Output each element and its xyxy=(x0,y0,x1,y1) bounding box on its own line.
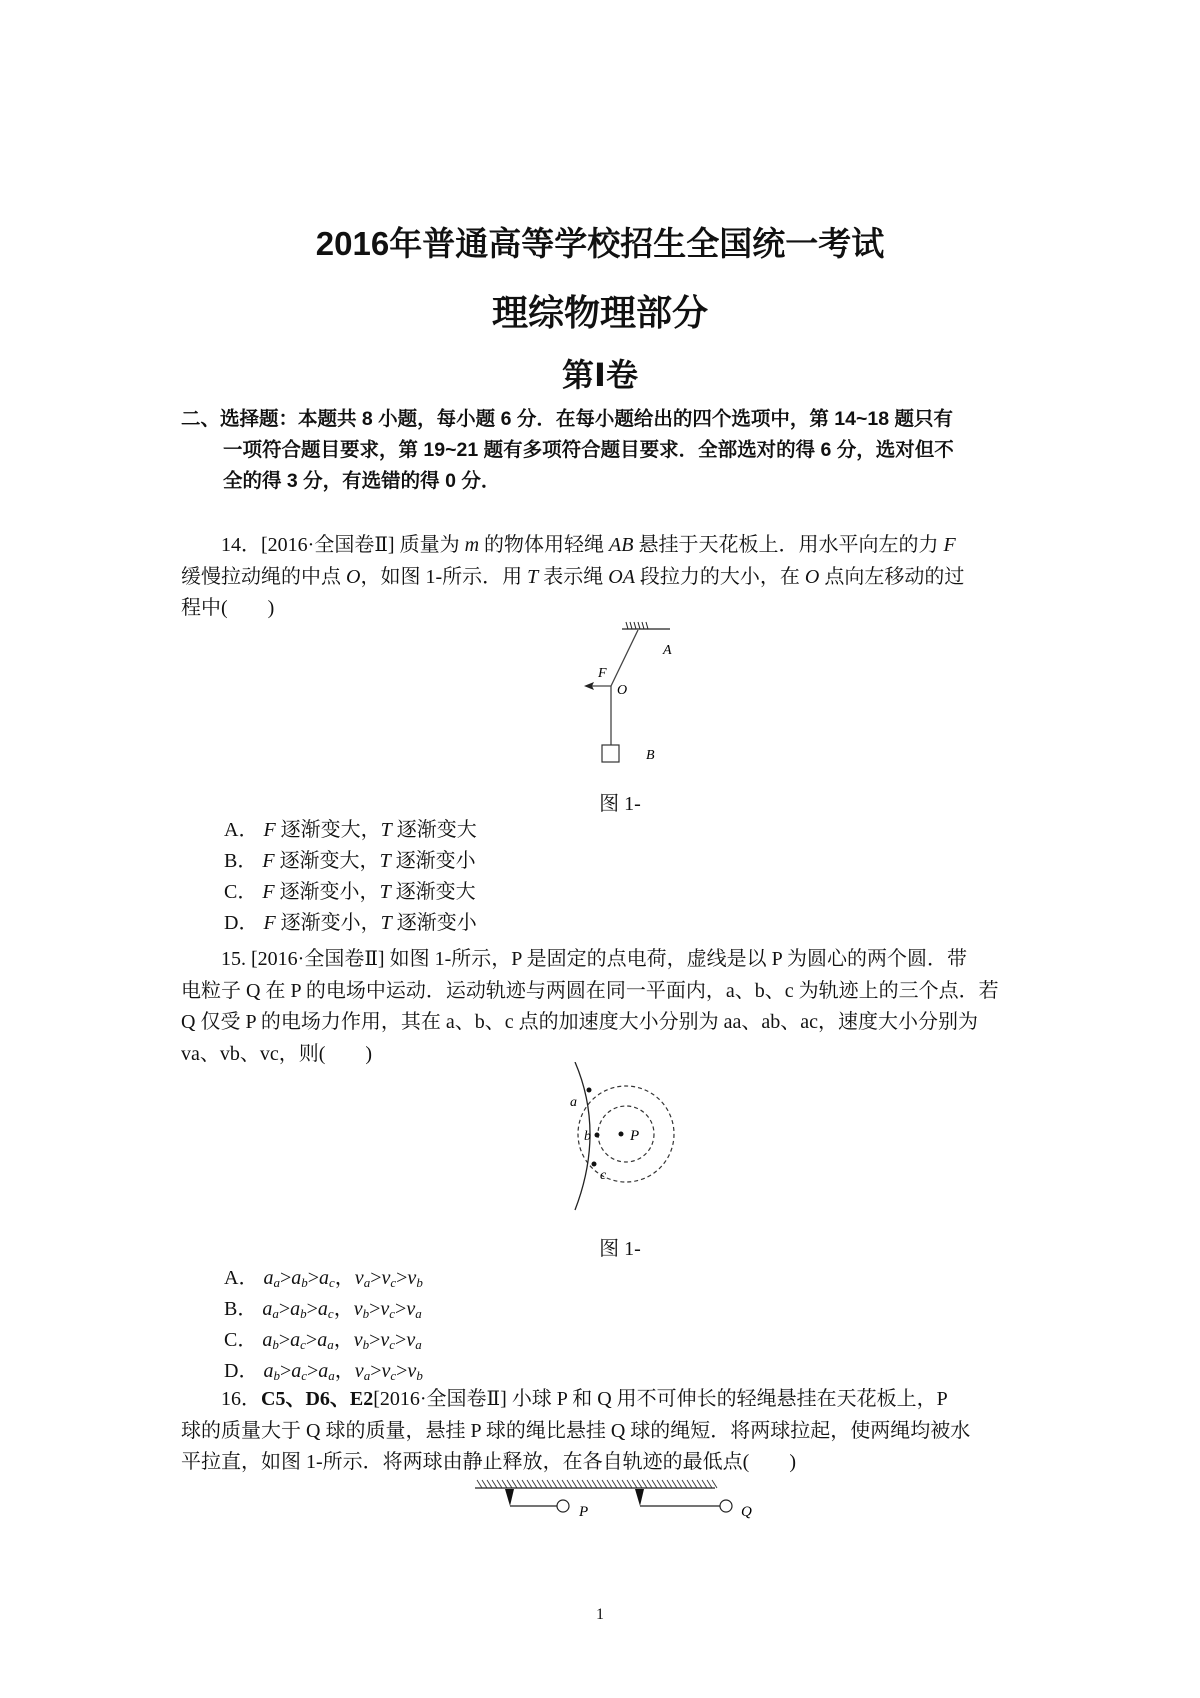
hatch-mark xyxy=(532,1480,537,1488)
ceiling-hatch xyxy=(477,1480,717,1488)
var-F: F xyxy=(943,534,956,556)
question-number: 14． xyxy=(221,534,261,556)
figure-electric-field-diagram xyxy=(560,1062,690,1222)
hatch-mark xyxy=(707,1480,712,1488)
hatch-mark xyxy=(647,1480,652,1488)
hatch-mark xyxy=(497,1480,502,1488)
hatch-mark xyxy=(557,1480,562,1488)
hatch-mark xyxy=(602,1480,607,1488)
hatch-mark xyxy=(667,1480,672,1488)
exam-title: 2016年普通高等学校招生全国统一考试 xyxy=(315,225,885,262)
hatch-mark xyxy=(507,1480,512,1488)
figure-pendulum-diagram xyxy=(475,1478,775,1528)
option-b[interactable]: B． $a_a>a_b>a_c$，$v_b>v_c>v_a$ xyxy=(224,1298,422,1321)
stem-text: 球的质量大于 Q 球的质量，悬挂 P 球的绳比悬挂 Q 球的绳短．将两球拉起，使两绳均被水 xyxy=(181,1419,971,1442)
option-b[interactable]: B． F 逐渐变大，T 逐渐变小 xyxy=(224,850,476,872)
point-b xyxy=(595,1133,600,1138)
hatch-mark xyxy=(652,1480,657,1488)
hatch-mark xyxy=(547,1480,552,1488)
hatch-mark xyxy=(542,1480,547,1488)
question-source: [2016·全国卷Ⅱ] xyxy=(251,948,385,970)
point-charge-P xyxy=(619,1132,624,1137)
question-15-options xyxy=(224,1263,423,1387)
label-P: P xyxy=(579,1504,589,1520)
hatch-mark xyxy=(672,1480,677,1488)
var-T: T xyxy=(527,565,539,588)
section-line-1: 二、选择题：本题共 8 小题，每小题 6 分．在每小题给出的四个选项中，第 14~18 题只有 xyxy=(181,408,953,430)
stem-text: 段拉力的大小，在 xyxy=(634,565,805,588)
hatch-mark xyxy=(552,1480,557,1488)
label-Q: Q xyxy=(741,1504,752,1520)
stem-text: 程中( ) xyxy=(181,597,275,619)
hatch-mark xyxy=(687,1480,692,1488)
stem-text: ，如图 1-所示．用 xyxy=(360,565,528,588)
hatch-mark xyxy=(617,1480,622,1488)
hatch-mark xyxy=(522,1480,527,1488)
inner-dashed-circle xyxy=(598,1106,654,1162)
section-line-3: 全的得 3 分，有选错的得 0 分． xyxy=(223,470,501,492)
knowledge-codes: C5、D6、E2 xyxy=(261,1388,374,1410)
question-14-stem xyxy=(181,530,1031,625)
var-AB: AB xyxy=(609,534,634,556)
ceiling-hatch xyxy=(626,622,648,629)
label-F: F xyxy=(598,666,607,681)
stem-text: 平拉直，如图 1-所示．将两球由静止释放，在各自轨迹的最低点( ) xyxy=(181,1451,796,1473)
var-OA: OA xyxy=(608,565,635,588)
stem-text: 表示绳 xyxy=(538,565,609,588)
stem-text: 小球 P 和 Q 用不可伸长的轻绳悬挂在天花板上，P xyxy=(506,1388,948,1410)
figure-caption: 图 1- xyxy=(599,793,641,815)
stem-text: 如图 1-所示，P 是固定的点电荷，虚线是以 P 为圆心的两个圆．带 xyxy=(384,948,967,970)
question-14-options xyxy=(224,815,477,939)
hatch-mark xyxy=(607,1480,612,1488)
hatch-mark xyxy=(492,1480,497,1488)
stem-text: va、vb、vc，则( ) xyxy=(181,1042,373,1065)
stem-text: 缓慢拉动绳的中点 xyxy=(181,565,346,588)
hatch-mark xyxy=(612,1480,617,1488)
pivot-P xyxy=(505,1489,514,1506)
hatch-mark xyxy=(712,1480,717,1488)
section-instructions xyxy=(181,404,1041,497)
label-P: P xyxy=(630,1128,640,1144)
label-c: c xyxy=(600,1168,607,1183)
hatch-mark xyxy=(567,1480,572,1488)
hatch-mark xyxy=(657,1480,662,1488)
hatch-mark xyxy=(622,1480,627,1488)
hatch-mark xyxy=(642,1480,647,1488)
ball-Q xyxy=(720,1500,732,1512)
hatch-mark xyxy=(682,1480,687,1488)
hatch-mark xyxy=(592,1480,597,1488)
hatch-mark xyxy=(632,1480,637,1488)
hatch-mark xyxy=(702,1480,707,1488)
label-O: O xyxy=(617,683,628,698)
hatch-mark xyxy=(502,1480,507,1488)
label-a: a xyxy=(570,1095,577,1110)
figure-caption: 图 1- xyxy=(599,1238,641,1260)
hatch-mark xyxy=(562,1480,567,1488)
point-a xyxy=(587,1088,592,1093)
hatch-mark xyxy=(677,1480,682,1488)
pivot-Q xyxy=(635,1489,644,1506)
question-number: 16． xyxy=(221,1388,261,1410)
option-d[interactable]: D． F 逐渐变小，T 逐渐变小 xyxy=(224,912,477,934)
stem-text: 点向左移动的过 xyxy=(819,565,965,588)
hatch-mark xyxy=(692,1480,697,1488)
question-source: [2016·全国卷Ⅱ] xyxy=(373,1388,507,1410)
point-c xyxy=(592,1162,597,1167)
option-a[interactable]: A． F 逐渐变大，T 逐渐变大 xyxy=(224,819,477,841)
stem-text: 的物体用轻绳 xyxy=(479,534,610,556)
stem-text: 电粒子 Q 在 P 的电场中运动．运动轨迹与两圆在同一平面内，a、b、c 为轨迹上的三个点．若 xyxy=(181,979,999,1002)
stem-text: 质量为 xyxy=(394,534,465,556)
ball-P xyxy=(557,1500,569,1512)
question-16-stem xyxy=(181,1384,1031,1479)
hatch-mark xyxy=(637,1480,642,1488)
hatch-mark xyxy=(662,1480,667,1488)
hatch-mark xyxy=(597,1480,602,1488)
rope-OA xyxy=(611,630,638,686)
question-15-stem xyxy=(181,944,1031,1070)
hatch-mark xyxy=(587,1480,592,1488)
hatch-mark xyxy=(697,1480,702,1488)
label-b: b xyxy=(584,1129,591,1144)
volume-heading: 第Ⅰ卷 xyxy=(562,357,638,393)
hatch-mark xyxy=(527,1480,532,1488)
hatch-mark xyxy=(572,1480,577,1488)
var-O: O xyxy=(804,565,820,588)
option-c[interactable]: C． $a_b>a_c>a_a$，$v_b>v_c>v_a$ xyxy=(224,1329,422,1352)
hatch-mark xyxy=(537,1480,542,1488)
outer-dashed-circle xyxy=(578,1086,674,1182)
hatch-mark xyxy=(517,1480,522,1488)
section-line-2: 一项符合题目要求，第 19~21 题有多项符合题目要求．全部选对的得 6 分，选对但不 xyxy=(223,439,954,461)
hatch-mark xyxy=(487,1480,492,1488)
page-number: 1 xyxy=(596,1606,604,1623)
hatch-mark xyxy=(577,1480,582,1488)
stem-text: Q 仅受 P 的电场力作用，其在 a、b、c 点的加速度大小分别为 aa、ab、ac，速度大小分别为 xyxy=(181,1011,978,1033)
label-B: B xyxy=(646,748,655,763)
label-A: A xyxy=(663,643,672,658)
mass-block xyxy=(602,745,619,762)
exam-subtitle: 理综物理部分 xyxy=(491,292,708,333)
question-source: [2016·全国卷Ⅱ] xyxy=(261,534,395,556)
hatch-mark xyxy=(482,1480,487,1488)
var-O: O xyxy=(346,565,361,588)
hatch-mark xyxy=(512,1480,517,1488)
hatch-mark xyxy=(582,1480,587,1488)
hatch-mark xyxy=(477,1480,482,1488)
option-d[interactable]: D． $a_b>a_c>a_a$，$v_a>v_c>v_b$ xyxy=(224,1360,423,1383)
stem-text: 悬挂于天花板上．用水平向左的力 xyxy=(633,534,944,556)
option-c[interactable]: C． F 逐渐变小，T 逐渐变大 xyxy=(224,881,476,903)
option-a[interactable]: A． $a_a>a_b>a_c$，$v_a>v_c>v_b$ xyxy=(224,1267,423,1290)
var-m: m xyxy=(464,534,480,556)
hatch-mark xyxy=(627,1480,632,1488)
figure-rope-diagram xyxy=(560,620,680,780)
question-number: 15. xyxy=(221,948,246,970)
